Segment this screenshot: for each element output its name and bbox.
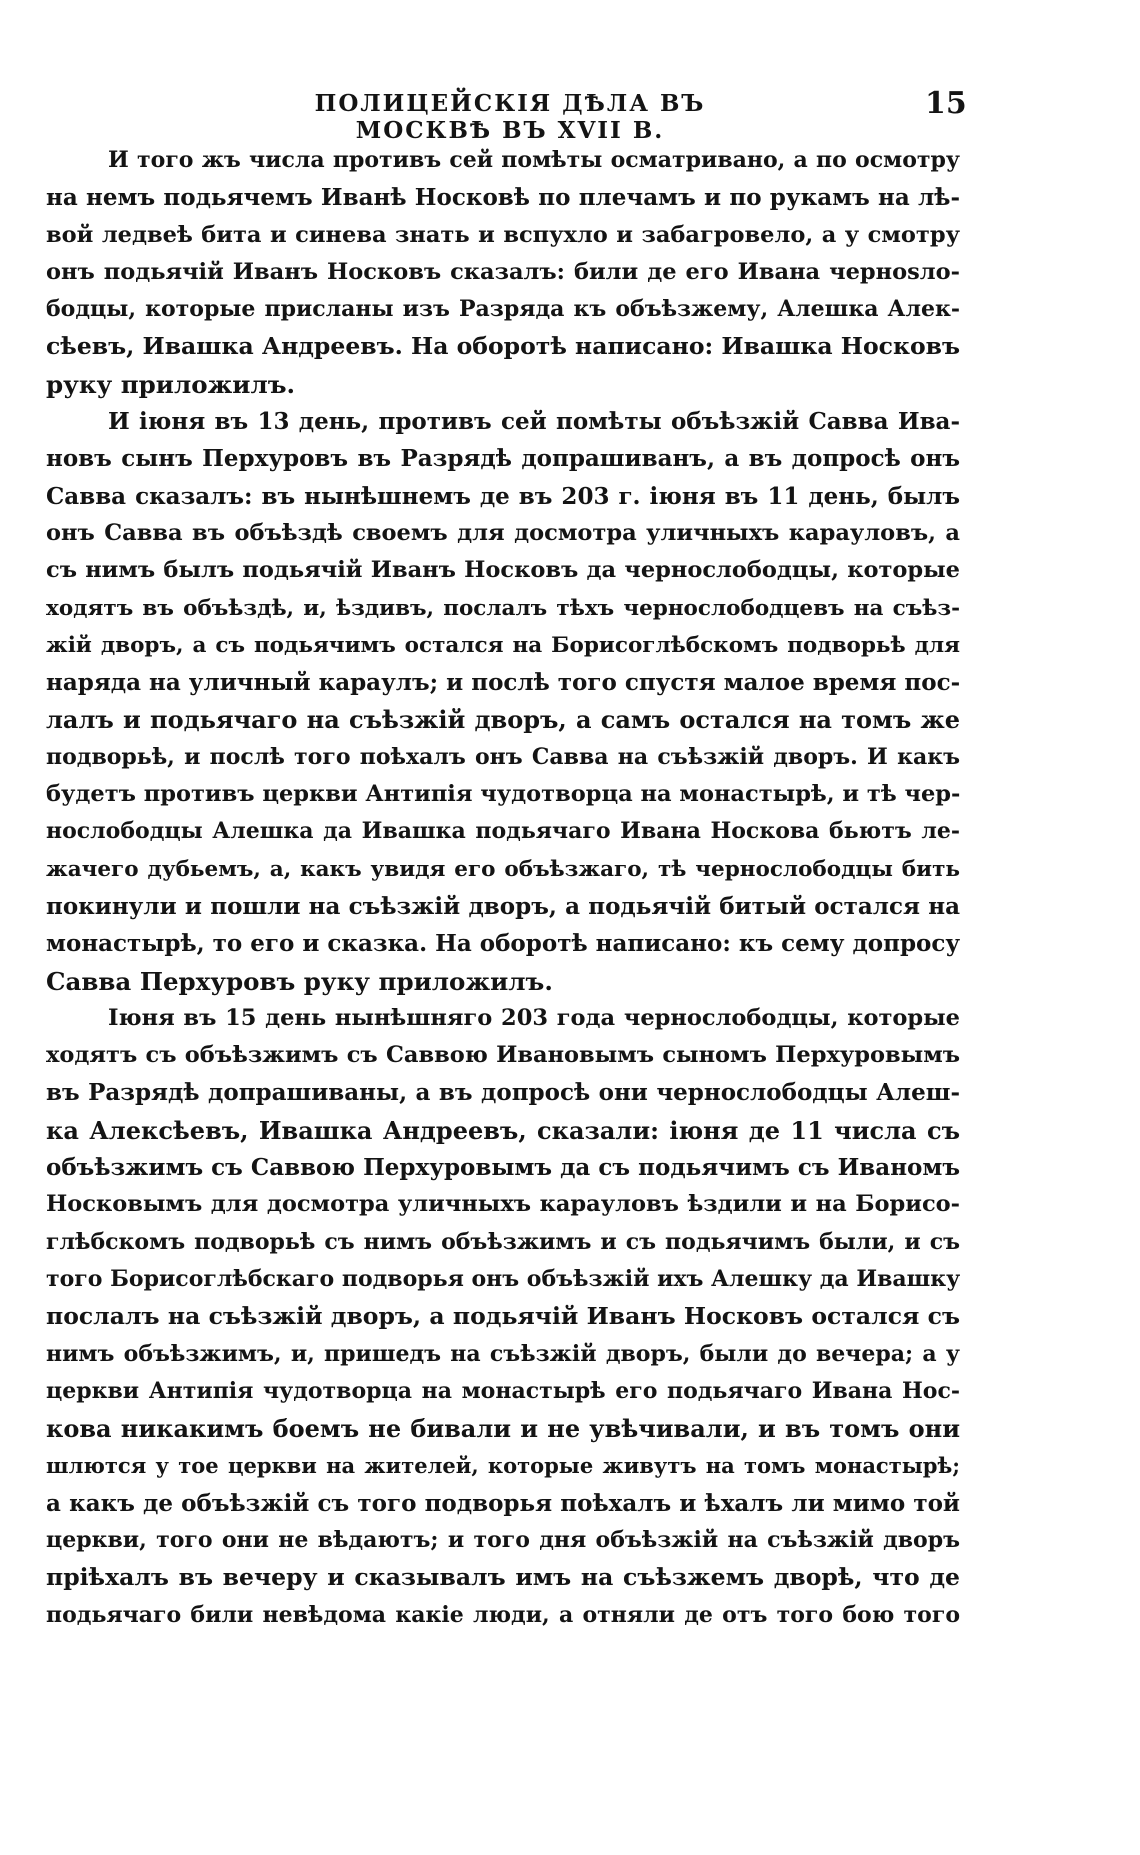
text-line: онъ подьячій Иванъ Носковъ сказалъ: били де его Ивана чернosло- [46,258,960,285]
text-line: лалъ и подьячаго на съѣзжій дворъ, а самъ остался на томъ же [46,705,960,735]
text-line: сѣевъ, Ивашка Андреевъ. На оборотѣ написано: Ивашка Носковъ [46,332,960,361]
text-line: шлются у тое церкви на жителей, которые живутъ на томъ монастырѣ; [46,1453,960,1479]
text-line: въ Разрядѣ допрашиваны, а въ допросѣ они чернослободцы Алеш- [46,1079,960,1107]
text-line: на немъ подьячемъ Иванѣ Носковѣ по плечамъ и по рукамъ на лѣ- [46,184,960,212]
text-line: покинули и пошли на съѣзжій дворъ, а подьячій битый остался на [46,892,960,920]
text-line: руку приложилъ. [46,369,296,399]
text-line: объѣзжимъ съ Саввою Перхуровымъ да съ подьячимъ съ Иваномъ [46,1154,960,1182]
text-line: того Борисоглѣбскаго подворья онъ объѣзжій ихъ Алешку да Ивашку [46,1265,960,1292]
text-line: глѣбскомъ подворьѣ съ нимъ объѣзжимъ и съ подьячимъ были, и съ [46,1228,960,1255]
text-line: жачего дубьемъ, а, какъ увидя его объѣзжаго, тѣ чернослободцы бить [46,856,960,882]
running-title: ПОЛИЦЕЙСКІЯ ДѢЛА ВЪ МОСКВѢ ВЪ XVII В. [314,90,706,144]
text-line: подворьѣ, и послѣ того поѣхалъ онъ Савва на съѣзжій дворъ. И какъ [46,743,960,770]
text-line: ходятъ съ объѣзжимъ съ Саввою Ивановымъ сыномъ Перхуровымъ [46,1042,960,1069]
text-line: новъ сынъ Перхуровъ въ Разрядѣ допрашиванъ, а въ допросѣ онъ [46,445,960,473]
text-line: подьячаго били невѣдома какіе люди, а отняли де отъ того бою того [46,1601,960,1628]
text-line: Савва сказалъ: въ нынѣшнемъ де въ 203 г. іюня въ 11 день, былъ [46,482,960,510]
text-line: онъ Савва въ объѣздѣ своемъ для досмотра уличныхъ карауловъ, а [46,519,960,546]
text-line: нимъ объѣзжимъ, и, пришедъ на съѣзжій дворъ, были до вечера; а у [46,1340,960,1367]
text-line: жій дворъ, а съ подьячимъ остался на Борисоглѣбскомъ подворьѣ для [46,632,960,658]
text-line: кова никакимъ боемъ не бивали и не увѣчивали, и въ томъ они [46,1414,960,1444]
text-line: нослободцы Алешка да Ивашка подьячаго Ивана Носкова бьютъ ле- [46,818,960,845]
text-line: вой ледвеѣ бита и синева знать и вспухло и забагровело, а у смотру [46,221,960,248]
text-line: бодцы, которые присланы изъ Разряда къ объѣзжему, Алешка Алек- [46,296,960,323]
text-line: И того жъ числа противъ сей помѣты осматривано, а по осмотру [108,147,960,173]
page-header [0,86,1140,144]
text-line: пріѣхалъ въ вечеру и сказывалъ имъ на съѣзжемъ дворѣ, что де [46,1563,960,1592]
text-line: Носковымъ для досмотра уличныхъ карауловъ ѣздили и на Борисо- [46,1191,960,1218]
text-line: ходятъ въ объѣздѣ, и, ѣздивъ, послалъ тѣхъ чернослободцевъ на съѣз- [46,595,960,621]
text-line: монастырѣ, то его и сказка. На оборотѣ написано: къ сему допросу [46,930,960,958]
body-text [46,142,960,1634]
text-line: церкви Антипія чудотворца на монастырѣ его подьячаго Ивана Нос- [46,1377,960,1404]
text-line: наряда на уличный караулъ; и послѣ того спустя малое время пос- [46,669,960,697]
text-line: И іюня въ 13 день, противъ сей помѣты объѣзжій Савва Ива- [108,408,960,436]
text-line: будетъ противъ церкви Антипія чудотворца на монастырѣ, и тѣ чер- [46,781,960,808]
text-line: церкви, того они не вѣдаютъ; и того дня объѣзжій на съѣзжій дворъ [46,1526,960,1553]
text-line: а какъ де объѣзжій съ того подворья поѣхалъ и ѣхалъ ли мимо той [46,1489,960,1517]
text-line: Савва Перхуровъ руку приложилъ. [46,966,553,996]
text-line: послалъ на съѣзжій дворъ, а подьячій Иванъ Носковъ остался съ [46,1302,960,1331]
text-line: ка Алексѣевъ, Ивашка Андреевъ, сказали: іюня де 11 числа съ [46,1115,960,1145]
text-line: съ нимъ былъ подьячій Иванъ Носковъ да чернослободцы, которые [46,557,960,584]
page-number: 15 [925,86,967,121]
text-line: Іюня въ 15 день нынѣшняго 203 года чернослободцы, которые [108,1004,960,1031]
